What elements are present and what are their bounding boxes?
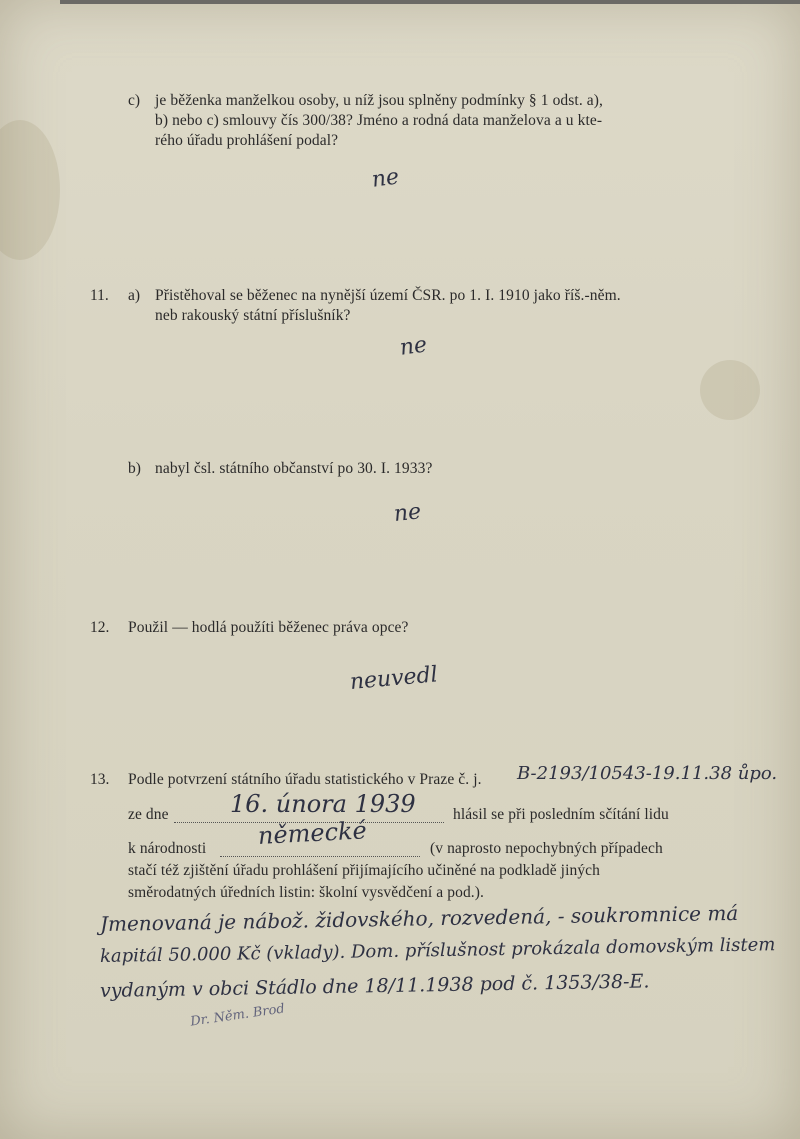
q12-answer: neuvedl: [348, 662, 439, 695]
paper-stain: [700, 360, 760, 420]
q10c-line-2: b) nebo c) smlouvy čís 300/38? Jméno a rodná data manželova a u kte-: [155, 112, 603, 129]
paper-stain: [0, 120, 60, 260]
nationality-dotted-line: [220, 856, 420, 857]
top-edge: [60, 0, 800, 4]
q13-ref-number: B-2193/10543-19.11.38 ůpo.: [517, 763, 778, 784]
q11a-label: a): [128, 287, 141, 304]
q12-number: 12.: [90, 619, 110, 636]
q11a-line-1: Přistěhoval se běženec na nynější území ČSR. po 1. I. 1910 jako říš.-něm.: [155, 287, 621, 304]
q10c-label: c): [128, 92, 141, 109]
q10c-line-3: rého úřadu prohlášení podal?: [155, 132, 339, 149]
q13-date: 16. února 1939: [230, 790, 416, 818]
q10c-line-1: je běženka manželkou osoby, u níž jsou splněny podmínky § 1 odst. a),: [155, 92, 603, 109]
q11a-line-2: neb rakouský státní příslušník?: [155, 307, 351, 324]
q13-line-4: stačí též zjištění úřadu prohlášení přijímajícího učiněné na podkladě jiných: [128, 862, 601, 879]
q13-line-3-prefix: k národnosti: [128, 840, 207, 857]
official-stamp: Dr. Něm. Brod: [189, 1001, 286, 1030]
q11-number: 11.: [90, 287, 109, 304]
q13-line-5: směrodatných úředních listin: školní vysvědčení a pod.).: [128, 884, 484, 901]
q10c-answer: ne: [370, 164, 401, 193]
q13-note-line-3: vydaným v obci Stádlo dne 18/11.1938 pod č. 1353/38-E.: [99, 970, 650, 1002]
q11a-answer: ne: [398, 332, 429, 361]
q13-note-line-1: Jmenovaná je nábož. židovského, rozvedená, - soukromnice má: [99, 900, 739, 936]
q13-note-line-2: kapitál 50.000 Kč (vklady). Dom. příslušnost prokázala domovským listem: [99, 934, 776, 967]
q11b-text: nabyl čsl. státního občanství po 30. I. 1933?: [155, 460, 433, 477]
q11b-answer: ne: [392, 499, 423, 527]
q13-line-2-prefix: ze dne: [128, 806, 169, 823]
q11b-label: b): [128, 460, 141, 477]
q12-text: Použil — hodlá použíti běženec práva opce?: [128, 619, 409, 636]
q13-number: 13.: [90, 771, 110, 788]
q13-nationality: německé: [257, 816, 368, 850]
q13-line-1: Podle potvrzení státního úřadu statistického v Praze č. j.: [128, 771, 482, 788]
q13-line-3-suffix: (v naprosto nepochybných případech: [430, 840, 663, 857]
q13-line-2-suffix: hlásil se při posledním sčítání lidu: [453, 806, 669, 823]
